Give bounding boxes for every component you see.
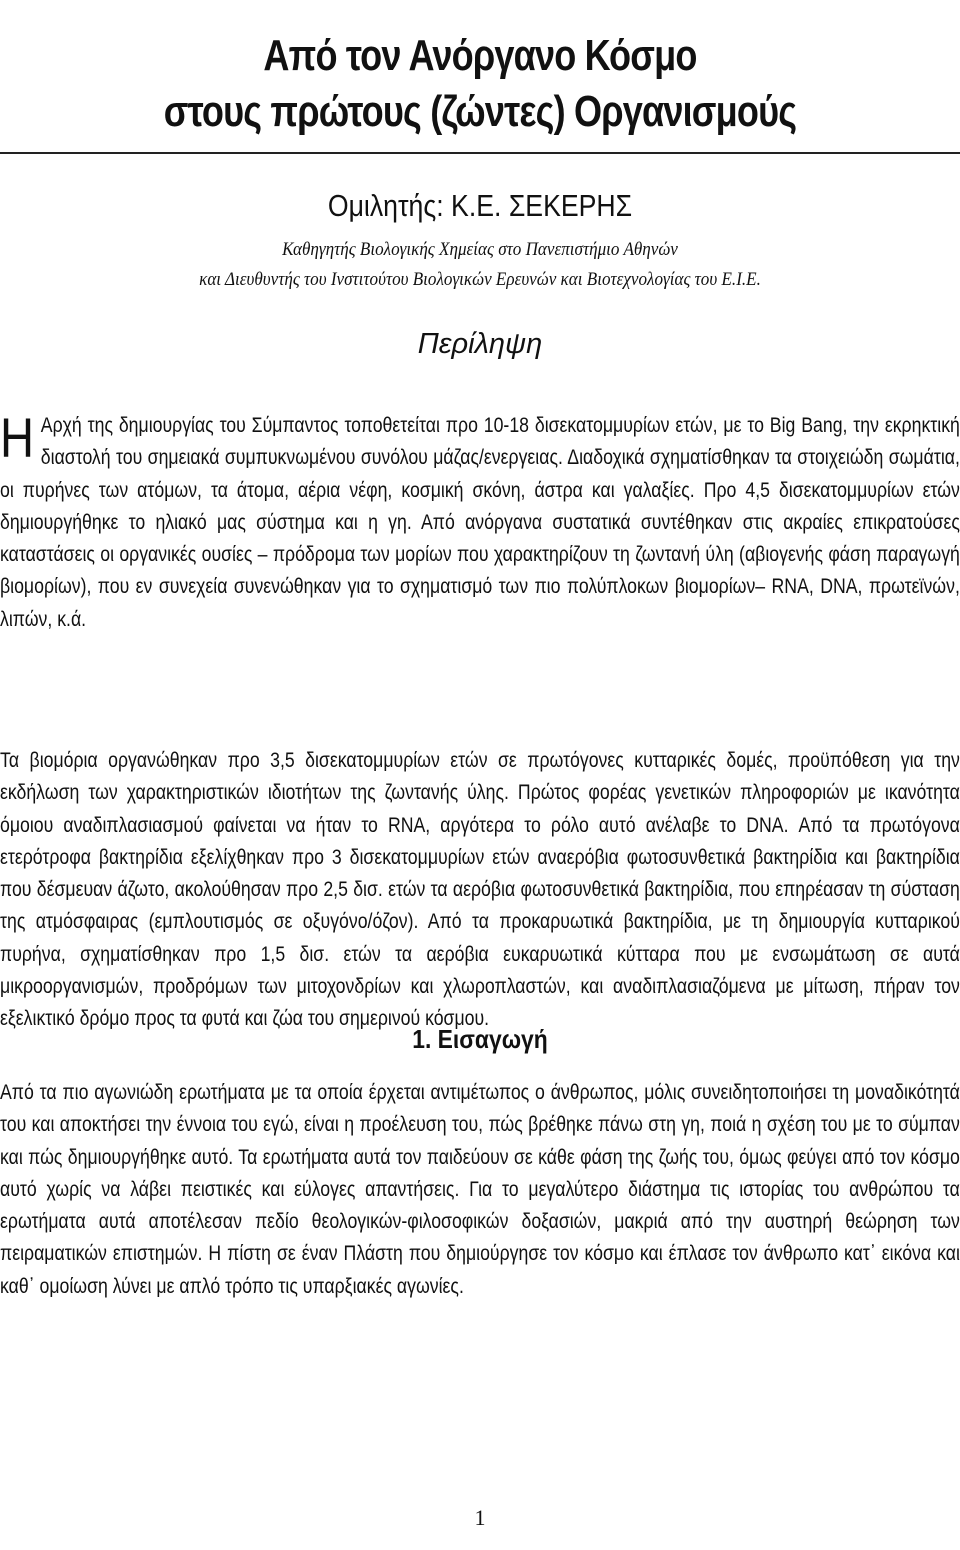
title-line-1: Από τον Ανόργανο Κόσμο: [263, 31, 697, 80]
document-title: [86, 28, 873, 140]
abstract-paragraph-1: [0, 406, 960, 636]
page-number: 1: [474, 1505, 486, 1530]
section-heading-introduction: 1. Εισαγωγή: [412, 1024, 548, 1054]
abstract-paragraph-2-text: Τα βιομόρια οργανώθηκαν προ 3,5 δισεκατομμυρίων ετών σε πρωτόγονες κυτταρικές δομές, προϋπόθεση για την εκδήλωση των χαρακτηριστικών ιδιοτήτων της ζωντανής ύλης. Πρώτος φορέας γενετικών πληροφοριών με ικανότητα όμοιου αναδιπλασιασμού φαίνεται να ήταν το RNA, αργότερα το ρόλο αυτό ανέλαβε το DNA. Από τα πρωτόγονα ετερότροφα βακτηρίδια εξελίχθηκαν προ 3 δισεκατομμυρίων ετών αναερόβια φωτοσυνθετικά βακτηρίδια και βακτηρίδια που δέσμευαν άζωτο, ακολούθησαν προ 2,5 δισ. ετών τα αερόβια φωτοσυνθετικά βακτηρίδια, που επηρέασαν τη σύσταση της ατμόσφαιρας (εμπλουτισμός σε οξυγόνο/όζον). Από τα προκαρυωτικά βακτηρίδια, με τη δημιουργία κυτταρικού πυρήνα, σχηματίσθηκαν προ 1,5 δισ. ετών τα αερόβια ευκαρυωτικά κύτταρα που με ενσωμάτωση σε αυτά μικροοργανισμών, προδρόμων των μιτοχονδρίων και χλωροπλαστών, και αναδιπλασιαζόμενα με μίτωση, πήραν τον εξελικτικό δρόμο προς τα φυτά και ζώα του σημερινού κόσμου.: [0, 749, 960, 1031]
introduction-paragraph: [0, 1077, 960, 1303]
introduction-paragraph-text: Από τα πιο αγωνιώδη ερωτήματα με τα οποία έρχεται αντιμέτωπος ο άνθρωπος, μόλις συνειδητοποιήσει τη μοναδικότητά του και αποκτήσει την έννοια του εγώ, είναι η προέλευση του, πώς βρέθηκε πάνω στη γη, ποιά η σχέση του με το σύμπαν και πώς δημιουργήθηκε αυτό. Τα ερωτήματα αυτά τον παιδεύουν σε κάθε φάση της ζωής του, όμως φεύγει από τον κόσμο αυτό χωρίς να λάβει πειστικές και εύλογες απαντήσεις. Για το μεγαλύτερο διάστημα τις ιστορίας του ανθρώπου τα ερωτήματα αυτά αποτέλεσαν πεδίο θεολογικών-φιλοσοφικών δοξασιών, μακριά από την αυστηρή θεώρηση των πειραματικών επιστημών. Η πίστη σε έναν Πλάστη που δημιούργησε τον κόσμο και έπλασε τον άνθρωπο κατ᾽ εικόνα και καθ᾽ ομοίωση λύνει με απλό τρόπο τις υπαρξιακές αγωνίες.: [0, 1081, 960, 1298]
speaker-line: Ομιλητής: Κ.Ε. ΣΕΚΕΡΗΣ: [327, 188, 633, 223]
abstract-paragraph-1-text: Αρχή της δημιουργίας του Σύμπαντος τοποθετείται προ 10-18 δισεκατομμυρίων ετών, με το Big Bang, την εκρηκτική διαστολή του σημειακά συμπυκνωμένου συνόλου μάζας/ενεργειας. Διαδοχικά σχηματίσθηκαν τα στοιχειώδη σωμάτια, οι πυρήνες των ατόμων, τα άτομα, αέρια νέφη, κοσμική σκόνη, άστρα και γαλαξίες. Προ 4,5 δισεκατομμυρίων ετών δημιουργήθηκε το ηλιακό μας σύστημα και η γη. Από ανόργανα συστατικά συντέθηκαν στις ακραίες επικρατούσες καταστάσεις οι οργανικές ουσίες – πρόδρομα των μορίων που χαρακτηρίζουν τη ζωντανή ύλη (αβιογενής φάση παραγωγή βιομορίων), που εν συνεχεία συνενώθηκαν για το σχηματισμό των πιο πολύπλοκων βιομορίων– RNA, DNA, πρωτεϊνών, λιπών, κ.ά.: [0, 414, 960, 631]
drop-cap: Η: [0, 406, 35, 469]
title-line-2: στους πρώτους (ζώντες) Οργανισμούς: [163, 87, 797, 136]
affiliation-line-2: και Διευθυντής του Ινστιτούτου Βιολογικών Ερευνών και Βιοτεχνολογίας του Ε.Ι.Ε.: [199, 269, 761, 290]
affiliation-line-1: Καθηγητής Βιολογικής Χημείας στο Πανεπιστήμιο Αθηνών: [282, 239, 678, 260]
abstract-paragraph-2: [0, 745, 960, 1036]
abstract-heading: Περίληψη: [417, 328, 543, 360]
title-divider: [0, 152, 960, 154]
